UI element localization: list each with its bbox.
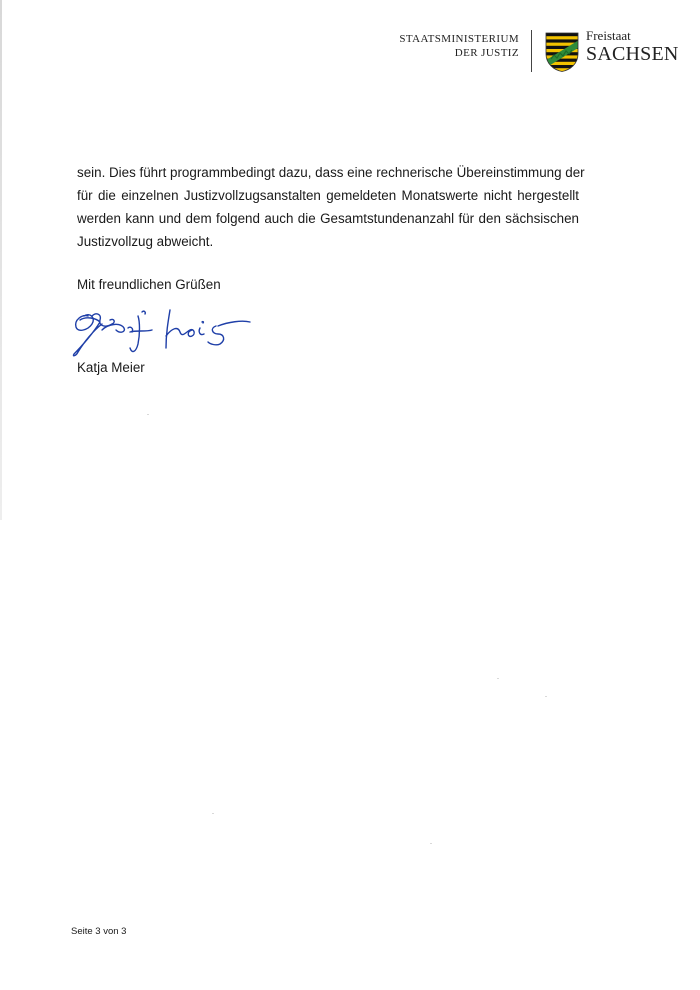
body-line-1: sein. Dies führt programmbedingt dazu, dass eine rechnerische Übereinstimmung der: [77, 165, 585, 180]
state-logo-text: [586, 29, 698, 65]
saxony-coat-of-arms-icon: [545, 32, 579, 72]
scan-speck: [545, 696, 547, 697]
page-number: Seite 3 von 3: [71, 926, 127, 937]
signer-name: Katja Meier: [77, 360, 145, 375]
body-line-4: Justizvollzug abweicht.: [77, 234, 214, 250]
scan-speck: [497, 678, 499, 679]
state-name: SACHSEN: [586, 43, 679, 65]
body-line-3: werden kann und dem folgend auch die Gesamtstundenanzahl für den sächsischen: [77, 211, 579, 227]
ministry-line-2: DER JUSTIZ: [454, 47, 519, 59]
letter-body: [77, 161, 585, 253]
state-prefix: Freistaat: [586, 28, 631, 43]
scan-speck: [430, 843, 432, 844]
scan-speck: [147, 414, 149, 415]
scan-edge: [0, 0, 2, 520]
body-line-2: für die einzelnen Justizvollzugsanstalten gemeldeten Monatswerte nicht hergestellt: [77, 188, 579, 204]
header-divider: [531, 30, 532, 72]
scan-speck: [212, 813, 214, 814]
ministry-name: [370, 32, 519, 60]
ministry-line-1: STAATSMINISTERIUM: [399, 33, 519, 45]
closing-salutation: Mit freundlichen Grüßen: [77, 277, 221, 292]
